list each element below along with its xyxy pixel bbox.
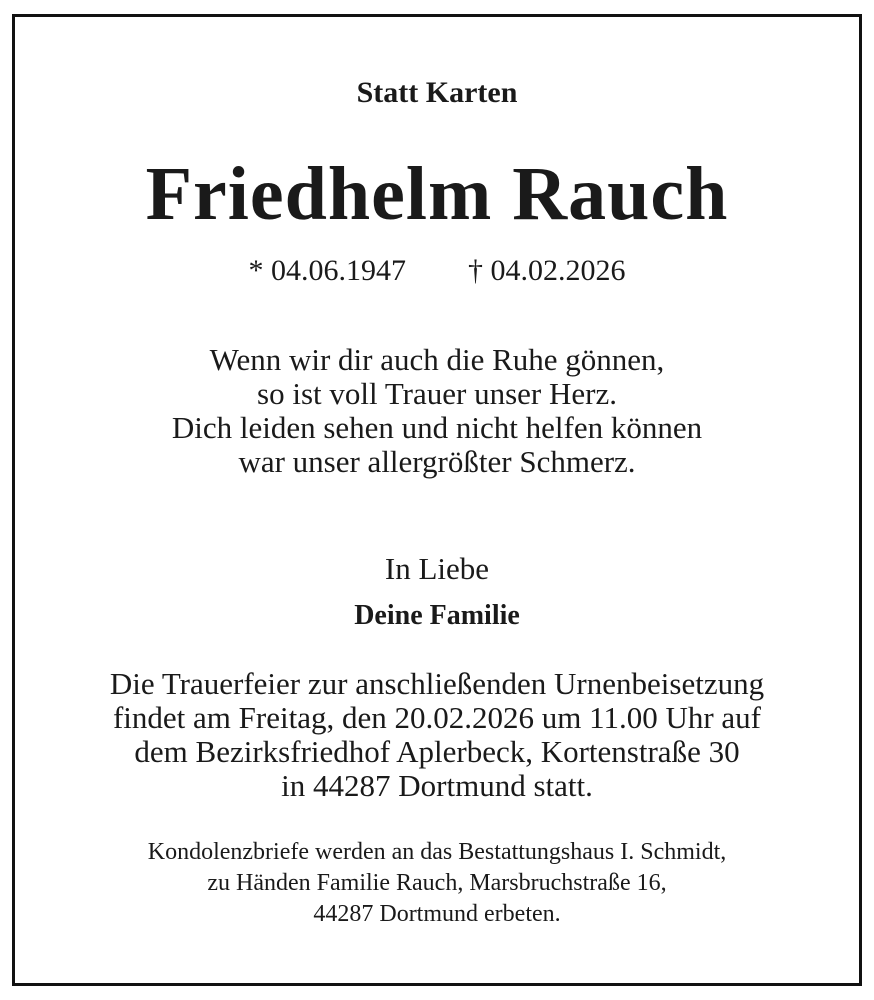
condolence-line: Kondolenzbriefe werden an das Bestattungshaus I. Schmidt, xyxy=(147,839,727,865)
life-dates xyxy=(15,253,859,289)
memorial-poem xyxy=(15,343,859,479)
condolence-line: zu Händen Familie Rauch, Marsbruchstraße 16, xyxy=(207,870,667,896)
deceased-name: Friedhelm Rauch xyxy=(145,152,729,236)
ceremony-line: dem Bezirksfriedhof Aplerbeck, Kortenstraße 30 xyxy=(134,734,740,769)
closing-phrase: In Liebe xyxy=(384,551,490,586)
family-signature: Deine Familie xyxy=(354,600,520,631)
ceremony-line: findet am Freitag, den 20.02.2026 um 11.00 Uhr auf xyxy=(112,700,761,735)
birth-date: * 04.06.1947 xyxy=(248,254,406,287)
obituary-frame xyxy=(12,14,862,986)
condolence-info xyxy=(15,837,859,930)
notice-header: Statt Karten xyxy=(356,76,518,109)
ceremony-info xyxy=(15,667,859,803)
poem-line: Wenn wir dir auch die Ruhe gönnen, xyxy=(209,342,665,377)
poem-line: so ist voll Trauer unser Herz. xyxy=(257,376,617,411)
death-date: † 04.02.2026 xyxy=(468,254,626,287)
ceremony-line: in 44287 Dortmund statt. xyxy=(281,768,593,803)
condolence-line: 44287 Dortmund erbeten. xyxy=(313,901,561,927)
poem-line: war unser allergrößter Schmerz. xyxy=(238,444,636,479)
poem-line: Dich leiden sehen und nicht helfen können xyxy=(171,410,703,445)
ceremony-line: Die Trauerfeier zur anschließenden Urnenbeisetzung xyxy=(109,666,765,701)
